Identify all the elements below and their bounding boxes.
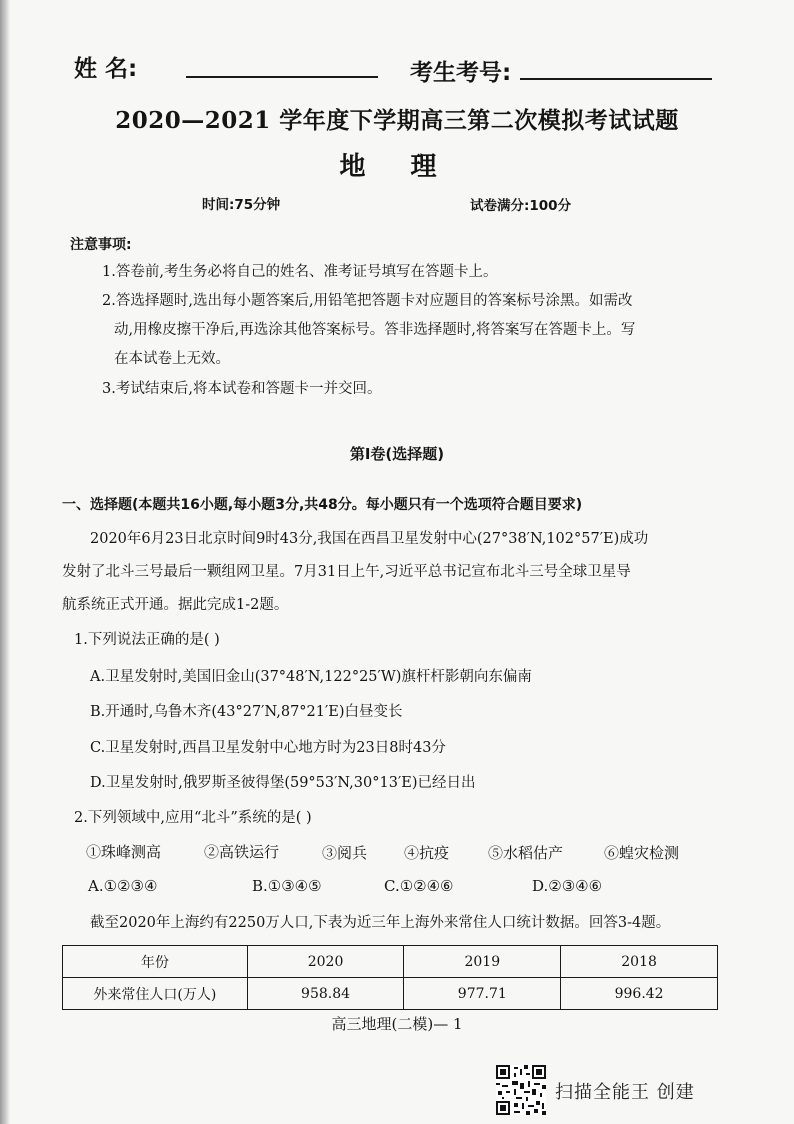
notes-heading: 注意事项: bbox=[70, 237, 132, 253]
passage-2: 截至2020年上海约有2250万人口,下表为近三年上海外来常住人口统计数据。回答3-4题。 bbox=[90, 915, 671, 931]
exam-number-label: 考生考号: bbox=[410, 60, 512, 86]
question-1-option: D.卫星发射时,俄罗斯圣彼得堡(59°53′N,30°13′E)已经日出 bbox=[90, 775, 476, 791]
note-line: 1.答卷前,考生务必将自己的姓名、准考证号填写在答题卡上。 bbox=[102, 264, 498, 280]
passage-line: 发射了北斗三号最后一颗组网卫星。7月31日上午,习近平总书记宣布北斗三号全球卫星导 bbox=[62, 564, 631, 580]
note-line: 3.考试结束后,将本试卷和答题卡一并交回。 bbox=[102, 381, 382, 397]
table-header-cell: 年份 bbox=[63, 946, 248, 978]
population-table bbox=[62, 945, 718, 1010]
question-2-option: A.①②③④ bbox=[88, 877, 158, 895]
question-2-item: ①珠峰测高 bbox=[86, 843, 162, 861]
full-score: 试卷满分:100分 bbox=[470, 198, 572, 214]
question-1-option: A.卫星发射时,美国旧金山(37°48′N,122°25′W)旗杆杆影朝向东偏南 bbox=[90, 669, 532, 685]
table-row bbox=[63, 978, 718, 1010]
question-2-item: ③阅兵 bbox=[322, 844, 368, 862]
qr-code-icon bbox=[496, 1065, 546, 1115]
exam-number-field[interactable] bbox=[520, 78, 712, 80]
scanner-watermark-text: 扫描全能王 创建 bbox=[555, 1082, 695, 1103]
question-2-item: ⑥蝗灾检测 bbox=[604, 844, 680, 862]
name-field[interactable] bbox=[186, 76, 378, 78]
question-2-item: ⑤水稻估产 bbox=[488, 844, 564, 862]
section-title: 第I卷(选择题) bbox=[349, 445, 445, 463]
table-cell: 958.84 bbox=[247, 978, 404, 1010]
table-cell: 外来常住人口(万人) bbox=[63, 978, 248, 1010]
table-header-cell: 2019 bbox=[404, 946, 561, 978]
table-header-cell: 2018 bbox=[561, 946, 718, 978]
question-2-option: C.①②④⑥ bbox=[384, 877, 454, 895]
note-line: 在本试卷上无效。 bbox=[114, 351, 230, 367]
question-2-stem: 2.下列领域中,应用“北斗”系统的是( ) bbox=[74, 810, 312, 826]
part-title: 一、选择题(本题共16小题,每小题3分,共48分。每小题只有一个选项符合题目要求) bbox=[62, 497, 583, 513]
note-line: 动,用橡皮擦干净后,再选涂其他答案标号。答非选择题时,将答案写在答题卡上。写 bbox=[114, 322, 636, 338]
table-header-row bbox=[63, 946, 718, 978]
question-2-option: B.①③④⑤ bbox=[252, 877, 322, 895]
exam-title: 2020—2021 学年度下学期高三第二次模拟考试试题 bbox=[115, 107, 679, 134]
question-2-item: ④抗疫 bbox=[404, 844, 450, 862]
exam-time: 时间:75分钟 bbox=[202, 197, 281, 213]
table-cell: 977.71 bbox=[404, 978, 561, 1010]
question-1-option: C.卫星发射时,西昌卫星发射中心地方时为23日8时43分 bbox=[90, 740, 446, 756]
table-header-cell: 2020 bbox=[247, 946, 404, 978]
question-1-stem: 1.下列说法正确的是( ) bbox=[74, 632, 220, 648]
name-label: 姓 名: bbox=[74, 56, 138, 82]
table-cell: 996.42 bbox=[561, 978, 718, 1010]
page-footer: 高三地理(二模)— 1 bbox=[331, 1015, 463, 1033]
question-2-option: D.②③④⑥ bbox=[532, 877, 603, 895]
question-2-item: ②高铁运行 bbox=[204, 843, 280, 861]
subject-title: 地 理 bbox=[339, 152, 455, 182]
note-line: 2.答选择题时,选出每小题答案后,用铅笔把答题卡对应题目的答案标号涂黑。如需改 bbox=[102, 293, 633, 309]
question-1-option: B.开通时,乌鲁木齐(43°27′N,87°21′E)白昼变长 bbox=[90, 704, 403, 720]
passage-line: 航系统正式开通。据此完成1-2题。 bbox=[62, 597, 289, 613]
passage-line: 2020年6月23日北京时间9时43分,我国在西昌卫星发射中心(27°38′N,102°57′E)成功 bbox=[90, 531, 649, 547]
